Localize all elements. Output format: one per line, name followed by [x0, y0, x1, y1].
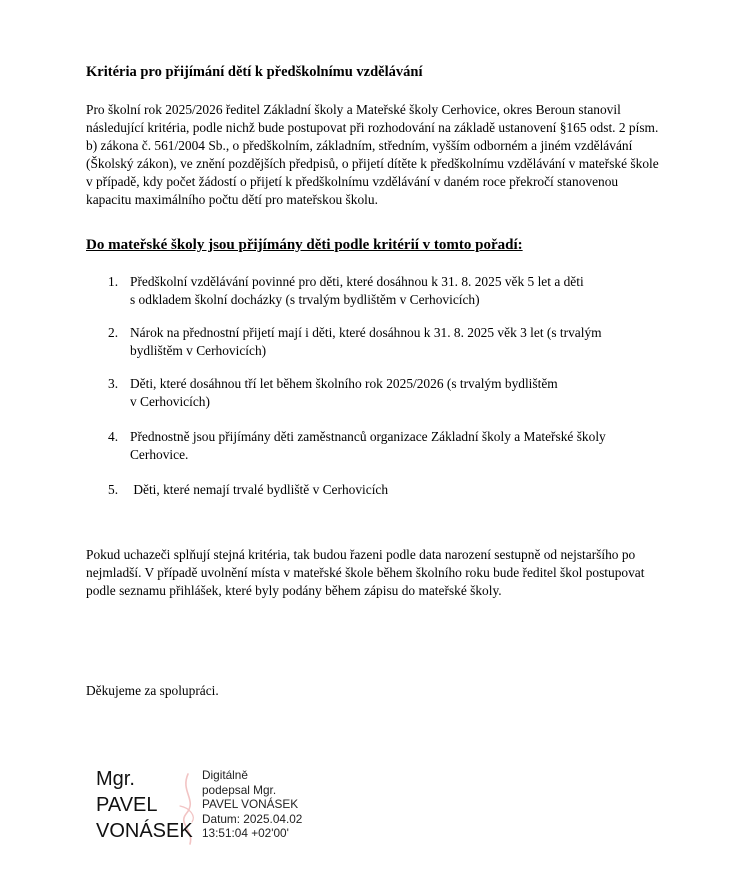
- signature-info-line: podepsal Mgr.: [202, 782, 277, 797]
- criterion-item: [108, 273, 668, 309]
- criterion-number: 2.: [108, 325, 119, 340]
- signature-name-line: Mgr.: [96, 768, 135, 790]
- criterion-text-line1: Děti, které dosáhnou tří let během školního rok 2025/2026 (s trvalým bydlištěm: [130, 376, 558, 391]
- criterion-text-line1: Nárok na přednostní přijetí mají i děti, které dosáhnou k 31. 8. 2025 věk 3 let (s trvalým: [130, 325, 602, 340]
- criterion-text-line1: Přednostně jsou přijímány děti zaměstnanců organizace Základní školy a Mateřské školy: [130, 429, 606, 444]
- criterion-item: [108, 375, 668, 411]
- criterion-text-line1: Děti, které nemají trvalé bydliště v Cerhovicích: [130, 482, 389, 497]
- criterion-text-line1: Předškolní vzdělávání povinné pro děti, které dosáhnou k 31. 8. 2025 věk 5 let a děti: [130, 274, 584, 289]
- criterion-number: 4.: [108, 429, 119, 444]
- document-title: Kritéria pro přijímání dětí k předškolnímu vzdělávání: [86, 64, 423, 80]
- signature-info-line: 13:51:04 +02'00': [202, 826, 289, 841]
- signature-info-line: PAVEL VONÁSEK: [202, 797, 299, 812]
- signature-info: [202, 768, 302, 841]
- criterion-item: [108, 481, 668, 499]
- signature-name: [96, 766, 193, 844]
- signature-name-line: VONÁSEK: [96, 820, 193, 842]
- criteria-heading: Do mateřské školy jsou přijímány děti podle kritérií v tomto pořadí:: [86, 237, 523, 253]
- criterion-item: [108, 324, 668, 360]
- criterion-text-line2: Cerhovice.: [130, 447, 189, 462]
- criterion-number: 3.: [108, 376, 119, 391]
- signature-info-line: Datum: 2025.04.02: [202, 811, 303, 826]
- criterion-number: 1.: [108, 274, 119, 289]
- signature-name-line: PAVEL: [96, 794, 158, 816]
- signature-info-line: Digitálně: [202, 768, 248, 782]
- criterion-item: [108, 428, 668, 464]
- closing-paragraph: Pokud uchazeči splňují stejná kritéria, tak budou řazeni podle data narození sestupně od nejstaršího po nejmladší. V případě uvolnění místa v mateřské škole během školního roku bude ředitel škol postupovat podle seznamu přihlášek, které byly podány během zápisu do mateřské školy.: [86, 547, 645, 598]
- criterion-text-line2: bydlištěm v Cerhovicích): [130, 343, 267, 358]
- thanks-text: Děkujeme za spolupráci.: [86, 683, 219, 698]
- criterion-number: 5.: [108, 482, 119, 497]
- intro-paragraph: Pro školní rok 2025/2026 ředitel Základní školy a Mateřské školy Cerhovice, okres Beroun stanovil následující kritéria, podle nichž bude postupovat při rozhodování na základě ustanovení §165 odst. 2 písm. b) zákona č. 561/2004 Sb., o předškolním, základním, středním, vyšším odborném a jiném vzdělávání (Školský zákon), ve znění pozdějších předpisů, o přijetí dítěte k předškolnímu vzdělávání v mateřské škole v případě, kdy počet žádostí o přijetí k předškolnímu vzdělávání v daném roce překročí stanovenou kapacitu maximálního počtu dětí pro mateřskou školu.: [86, 102, 659, 207]
- criterion-text-line2: v Cerhovicích): [130, 394, 210, 409]
- criterion-text-line2: s odkladem školní docházky (s trvalým bydlištěm v Cerhovicích): [130, 292, 480, 307]
